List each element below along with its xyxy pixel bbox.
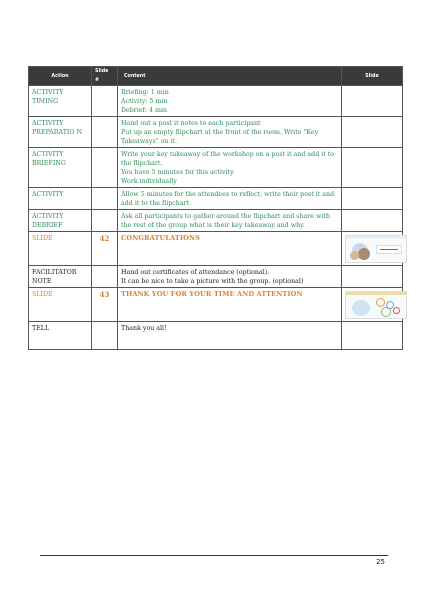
content-cell xyxy=(118,188,342,210)
slide-number-cell xyxy=(92,322,118,350)
slide-title: CONGRATULATIONS xyxy=(121,233,200,242)
content-line: Hand out certificates of attendance (optional). xyxy=(121,268,270,276)
content-line: Work individually xyxy=(121,177,177,185)
content-line: Write your key takeaway of the workshop on a post it and add it to the flipchart. xyxy=(121,150,335,167)
content-cell xyxy=(118,266,342,288)
table-row xyxy=(29,322,403,350)
slide-number-cell: 43 xyxy=(92,288,118,322)
facilitator-guide-table xyxy=(28,66,403,350)
content-line: It can be nice to take a picture with the group. (optional) xyxy=(121,277,304,285)
slide-cell xyxy=(342,86,403,117)
slide-cell xyxy=(342,188,403,210)
header-slide: Slide xyxy=(342,67,403,86)
slide-number-cell xyxy=(92,210,118,232)
slide-number-cell xyxy=(92,86,118,117)
action-cell: ACTIVITY PREPARATIO N xyxy=(29,117,92,148)
action-cell: ACTIVITY xyxy=(29,188,92,210)
table-row xyxy=(29,266,403,288)
action-cell: ACTIVITY TIMING xyxy=(29,86,92,117)
footer-divider xyxy=(40,555,388,556)
slide-number-cell xyxy=(92,117,118,148)
action-cell: ACTIVITY DEBRIEF xyxy=(29,210,92,232)
action-cell: TELL xyxy=(29,322,92,350)
slide-cell xyxy=(342,210,403,232)
content-cell xyxy=(118,322,342,350)
table-row xyxy=(29,288,403,322)
content-line: Activity: 5 min xyxy=(121,97,168,105)
slide-number-cell xyxy=(92,148,118,188)
slide-cell xyxy=(342,148,403,188)
content-line: Allow 5 minutes for the attendees to reflect, write their post it and add it to the flipchart. xyxy=(121,190,335,207)
slide-title: THANK YOU FOR YOUR TIME AND ATTENTION xyxy=(121,289,303,298)
action-cell: ACTIVITY BRIEFING xyxy=(29,148,92,188)
content-cell xyxy=(118,210,342,232)
content-line: Put up an empty flipchart at the front of the room. Write "Key Takeaways" on it. xyxy=(121,128,319,145)
table-row xyxy=(29,117,403,148)
slide-number-cell: 42 xyxy=(92,232,118,266)
content-cell xyxy=(118,86,342,117)
slide-cell xyxy=(342,117,403,148)
slide-cell xyxy=(342,288,403,322)
table-header-row xyxy=(29,67,403,86)
action-cell: SLIDE xyxy=(29,232,92,266)
action-cell: SLIDE xyxy=(29,288,92,322)
table-row xyxy=(29,148,403,188)
content-cell xyxy=(118,232,342,266)
table-row xyxy=(29,232,403,266)
slide-number-cell xyxy=(92,266,118,288)
slide-cell xyxy=(342,266,403,288)
header-slide-number: Slide # xyxy=(92,67,118,86)
header-content: Content xyxy=(118,67,342,86)
thank-you-slide-thumbnail xyxy=(345,291,407,319)
slide-number-cell xyxy=(92,188,118,210)
content-line: Briefing: 1 min xyxy=(121,88,169,96)
page-number: 25 xyxy=(376,558,385,566)
action-cell: FACILITATOR NOTE xyxy=(29,266,92,288)
table-row xyxy=(29,188,403,210)
table-row xyxy=(29,210,403,232)
content-cell xyxy=(118,288,342,322)
content-cell xyxy=(118,117,342,148)
slide-cell xyxy=(342,322,403,350)
content-cell xyxy=(118,148,342,188)
content-line: Debrief: 4 min xyxy=(121,106,168,114)
content-line: Hand out a post it notes to each participant xyxy=(121,119,261,127)
congratulations-slide-thumbnail xyxy=(345,235,407,263)
header-action: Action xyxy=(29,67,92,86)
content-line: Ask all participants to gather around the flipchart and share with the rest of the group what is their key takeaway and why. xyxy=(121,212,331,229)
content-line: You have 5 minutes for this activity. xyxy=(121,168,235,176)
content-line: Thank you all! xyxy=(121,324,167,332)
slide-cell xyxy=(342,232,403,266)
table-row xyxy=(29,86,403,117)
